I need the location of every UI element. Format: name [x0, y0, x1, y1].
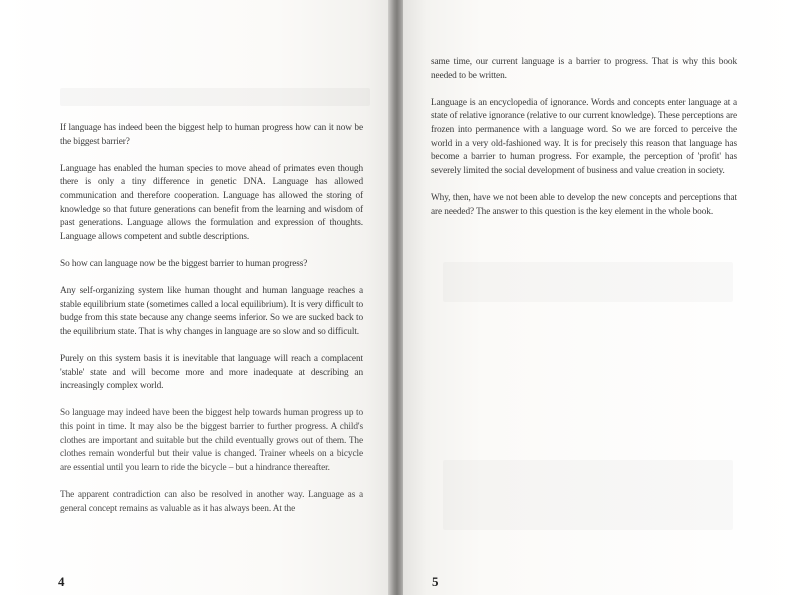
left-paragraph-6: So language may indeed have been the biggest help towards human progress up to this point in time. It may also be the biggest barrier to further progress. A child's clothes are important and suitable but the child eventually grows out of them. The clothes remain wonderful but their value is changed. Trainer wheels on a bicycle are essential until you learn to ride the bicycle – but a hindrance thereafter.	[60, 408, 363, 473]
left-paragraph-1: If language has indeed been the biggest help to human progress how can it now be the biggest barrier?	[60, 123, 363, 147]
left-paragraph-3: So how can language now be the biggest barrier to human progress?	[60, 258, 308, 269]
left-page-number: 4	[58, 574, 65, 589]
show-through-block	[443, 460, 733, 530]
right-page	[403, 0, 800, 595]
left-paragraph-4: Any self-organizing system like human thought and human language reaches a stable equilibrium state (sometimes called a local equilibrium). It is very difficult to budge from this state because any change seems inferior. So we are sucked back to the equilibrium state. That is why changes in language are so slow and so difficult.	[60, 286, 363, 337]
left-paragraph-7: The apparent contradiction can also be resolved in another way. Language as a general concept remains as valuable as it has always been. At the	[60, 490, 363, 514]
left-page	[0, 0, 393, 595]
right-paragraph-2: Language is an encyclopedia of ignorance. Words and concepts enter language at a state of relative ignorance (relative to our current knowledge). These perceptions are frozen into permanence with a language word. So we are forced to perceive the world in a very old-fashioned way. It is for precisely this reason that language has become a barrier to human progress. For example, the perception of 'profit' has severely limited the social development of business and value creation in society.	[431, 97, 737, 176]
show-through-heading	[60, 88, 370, 106]
right-page-text	[431, 56, 737, 233]
right-paragraph-1: same time, our current language is a barrier to progress. That is why this book needed to be written.	[431, 57, 737, 81]
right-paragraph-3: Why, then, have we not been able to develop the new concepts and perceptions that are needed? The answer to this question is the key element in the whole book.	[431, 192, 737, 217]
show-through-block	[443, 262, 733, 302]
left-page-text	[60, 122, 363, 530]
right-page-number: 5	[432, 574, 439, 589]
left-paragraph-5: Purely on this system basis it is inevitable that language will reach a complacent 'stable' state and will become more and more inadequate at describing an increasingly complex world.	[60, 354, 363, 392]
left-paragraph-2: Language has enabled the human species to move ahead of primates even though there is only a tiny difference in genetic DNA. Language has allowed communication and therefore cooperation. Language has allowed the storing of knowledge so that future generations can benefit from the learning and wisdom of past generations. Language allows the formulation and expression of thoughts. Language allows competent and subtle descriptions.	[60, 163, 363, 242]
